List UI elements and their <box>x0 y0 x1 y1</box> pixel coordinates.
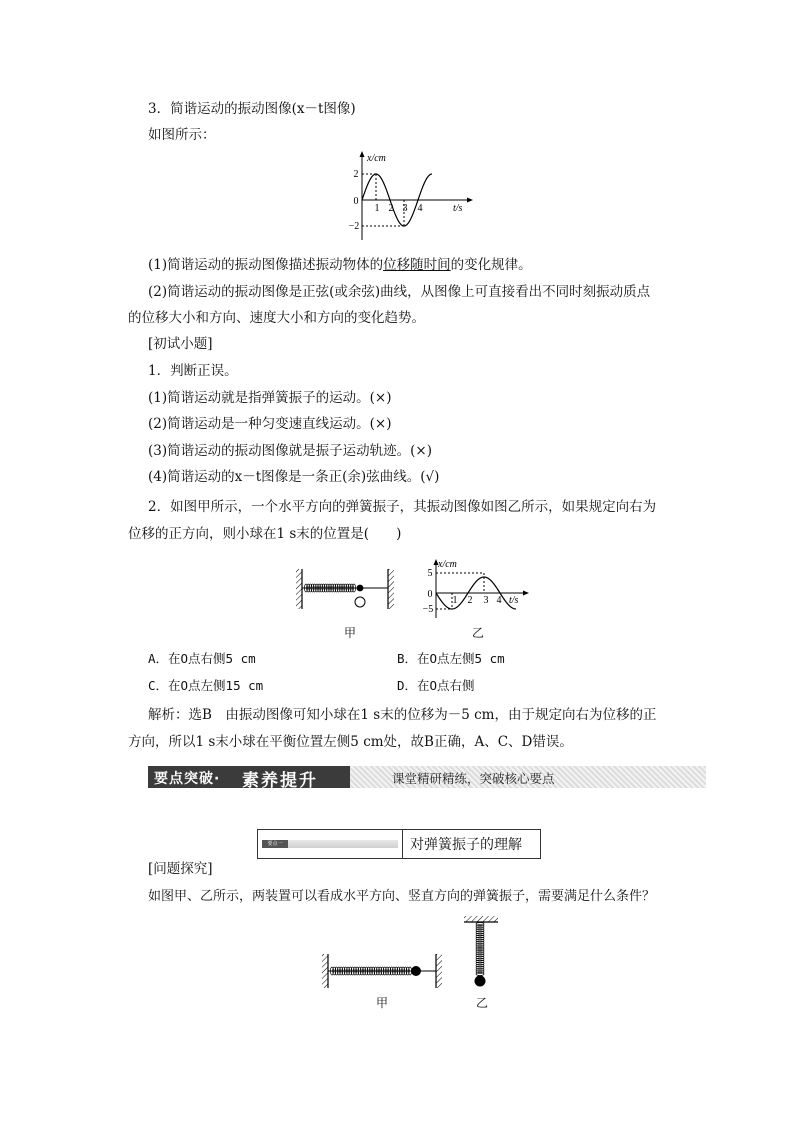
keypoint-box <box>257 829 541 859</box>
section-banner <box>148 766 706 791</box>
ball-equilibrium <box>357 585 364 592</box>
origin-label: 0 <box>427 589 433 600</box>
analysis-line-1: 解析：选B 由振动图像可知小球在1 s末的位移为－5 cm，由于规定向右为位移的正 <box>148 707 657 723</box>
y-tick-2: 2 <box>353 169 359 180</box>
left-wall-hatch <box>322 954 328 988</box>
option-b: B．在O点左侧5 cm <box>397 651 505 666</box>
quiz-q1: 1．判断正误。 <box>148 363 238 379</box>
quiz-q1-item: (2)简谐运动是一种匀变速直线运动。(×) <box>148 416 392 432</box>
x-tick-3: 3 <box>402 203 408 214</box>
label-jia: 甲 <box>344 626 357 640</box>
inquiry-label-jia: 甲 <box>376 996 389 1010</box>
keypoint-title: 对弹簧振子的理解 <box>410 837 522 853</box>
analysis-line-2: 方向，所以1 s末小球在平衡位置左侧5 cm处，故B正确，A、C、D错误。 <box>128 734 573 750</box>
quiz-q2-line-2: 位移的正方向，则小球在1 s末的位置是( ) <box>128 526 402 542</box>
para-1-b: 的变化规律。 <box>450 257 532 273</box>
y-tick-neg2: −2 <box>348 221 360 232</box>
figure-inquiry-horizontal-oscillator <box>320 952 446 992</box>
x-axis-arrow <box>467 198 473 203</box>
inquiry-text: 如图甲、乙所示，两装置可以看成水平方向、竖直方向的弹簧振子，需要满足什么条件？ <box>148 889 656 904</box>
x-unit-label: t/s <box>453 203 463 214</box>
quiz-q1-item: (1)简谐运动就是指弹簧振子的运动。(×) <box>148 390 392 406</box>
para-1-a: (1)简谐运动的振动图像描述振动物体的 <box>148 257 384 273</box>
label-yi: 乙 <box>472 626 485 640</box>
quiz-header: [初试小题] <box>148 336 213 352</box>
vibration-graph-1 <box>340 148 480 244</box>
y-tick-neg5: −5 <box>422 604 434 615</box>
section-heading: 3．简谐运动的振动图像(x－t图像) <box>148 101 356 117</box>
x-tick-2: 2 <box>467 595 473 606</box>
ball <box>411 966 421 976</box>
origin-label: 0 <box>353 196 359 207</box>
x-tick-1: 1 <box>452 595 458 606</box>
vibration-graph-2 <box>410 556 536 622</box>
option-a: A．在O点右侧5 cm <box>148 651 256 666</box>
option-d: D．在O点右侧 <box>397 678 475 693</box>
keypoint-tag-bar <box>262 840 398 848</box>
y-unit-label: x/cm <box>367 153 386 164</box>
para-2-line-2: 的位移大小和方向、速度大小和方向的变化趋势。 <box>128 310 425 326</box>
spring-coil <box>476 973 484 976</box>
banner-subtitle: 课堂精研精练，突破核心要点 <box>392 771 555 786</box>
para-1 <box>148 256 532 274</box>
x-tick-1: 1 <box>374 203 380 214</box>
x-tick-4: 4 <box>496 595 502 606</box>
left-wall-hatch <box>296 569 302 609</box>
keypoint-tag: 要点一 <box>262 840 288 848</box>
x-tick-2: 2 <box>388 203 394 214</box>
quiz-q1-item: (3)简谐运动的振动图像就是振子运动轨迹。(×) <box>148 443 432 459</box>
keypoint-divider <box>402 830 403 858</box>
option-c: C．在O点左侧15 cm <box>148 678 264 693</box>
x-axis-arrow <box>523 591 529 596</box>
x-tick-4: 4 <box>417 203 423 214</box>
ceiling-hatch <box>464 916 498 922</box>
quiz-q1-item: (4)简谐运动的x－t图像是一条正(余)弦曲线。(√) <box>148 469 440 485</box>
y-unit-label: x/cm <box>438 559 457 570</box>
y-axis-arrow <box>360 151 365 157</box>
para-2-line-1: (2)简谐运动的振动图像是正弦(或余弦)曲线，从图像上可直接看出不同时刻振动质点 <box>148 284 651 300</box>
ball <box>475 976 486 987</box>
y-tick-5: 5 <box>427 568 433 579</box>
right-wall-hatch <box>388 569 394 609</box>
banner-title-a: 要点突破· <box>154 771 221 787</box>
spring <box>476 923 484 976</box>
inquiry-label-yi: 乙 <box>476 996 489 1010</box>
banner-title-b: 素养提升 <box>242 771 318 791</box>
figure-jia-horizontal-oscillator <box>296 566 406 614</box>
right-wall-hatch <box>436 954 442 988</box>
figure-inquiry-vertical-oscillator <box>462 914 502 992</box>
para-1-underlined: 位移随时间 <box>383 257 451 273</box>
x-unit-label: t/s <box>509 595 519 606</box>
banner-dark-block <box>148 766 350 791</box>
inquiry-header: [问题探究] <box>148 861 213 877</box>
x-tick-3: 3 <box>483 595 489 606</box>
quiz-q2-line-1: 2．如图甲所示，一个水平方向的弹簧振子，其振动图像如图乙所示，如果规定向右为 <box>148 499 657 515</box>
as-shown-text: 如图所示： <box>148 127 216 143</box>
ball <box>355 597 365 607</box>
